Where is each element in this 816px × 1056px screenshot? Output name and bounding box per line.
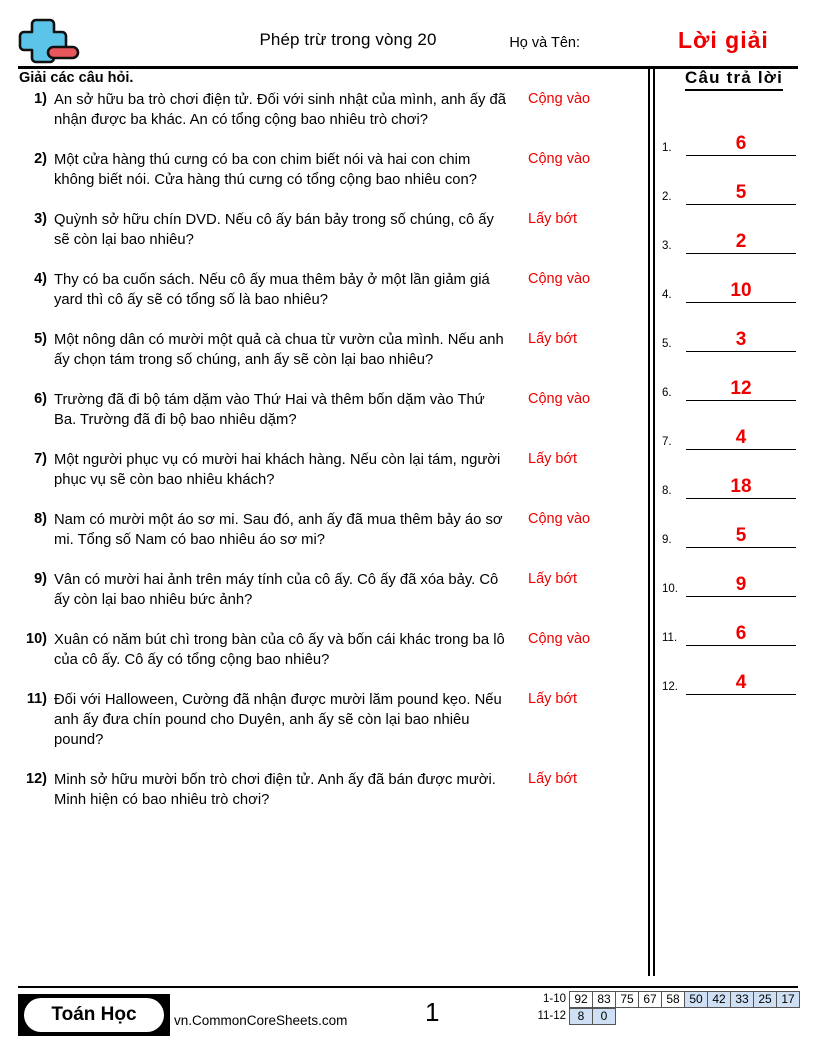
question-operation-hint: Lấy bớt [528, 211, 578, 227]
answer-index: 12. [662, 681, 678, 693]
answer-value: 9 [735, 574, 747, 595]
question-operation-hint: Cộng vào [528, 91, 591, 107]
answer-value: 4 [735, 672, 747, 693]
plus-minus-math-logo-icon [18, 16, 82, 64]
answer-value: 4 [735, 427, 747, 448]
score-cell: 0 [592, 1008, 616, 1025]
question-row [18, 210, 638, 250]
score-cell-group [570, 1008, 616, 1025]
answer-index: 6. [662, 387, 672, 399]
answer-index: 8. [662, 485, 672, 497]
question-row [18, 690, 638, 750]
score-cell: 67 [638, 991, 662, 1008]
brand-name: Toán Học [24, 998, 164, 1032]
name-field-label: Họ và Tên: [509, 35, 580, 51]
question-operation-hint: Lấy bớt [528, 331, 578, 347]
question-text: Một cửa hàng thú cưng có ba con chim biết nói và hai con chim không biết nói. Cửa hàng thú cưng có tổng cộng bao nhiêu con? [54, 152, 477, 188]
question-operation-hint: Lấy bớt [528, 771, 578, 787]
score-row [528, 991, 800, 1008]
answer-index: 2. [662, 191, 672, 203]
answer-value: 6 [735, 623, 747, 644]
question-number: 2) [34, 151, 47, 167]
site-url: vn.CommonCoreSheets.com [174, 1013, 348, 1028]
page-header [18, 14, 798, 66]
question-text: Nam có mười một áo sơ mi. Sau đó, anh ấy đã mua thêm bảy áo sơ mi. Tổng số Nam có bao nhiêu áo sơ mi? [54, 512, 503, 548]
question-text: Đối với Halloween, Cường đã nhận được mười lăm pound kẹo. Nếu anh ấy đưa chín pound cho Duyên, anh ấy sẽ còn lại bao nhiêu pound? [54, 692, 502, 748]
answer-index: 9. [662, 534, 672, 546]
questions-list [18, 90, 638, 830]
score-cell: 58 [661, 991, 685, 1008]
score-cell: 17 [776, 991, 800, 1008]
answer-value: 18 [730, 476, 752, 497]
question-operation-hint: Lấy bớt [528, 691, 578, 707]
question-number: 10) [26, 631, 47, 647]
question-operation-hint: Cộng vào [528, 271, 591, 287]
question-text: Minh sở hữu mười bốn trò chơi điện tử. Anh ấy đã bán được mười. Minh hiện có bao nhiêu trò chơi? [54, 772, 496, 808]
page-title: Phép trừ trong vòng 20 [259, 30, 437, 49]
answer-key-title: Câu trả lời [685, 68, 783, 91]
answer-row [662, 499, 798, 548]
answer-index: 11. [662, 632, 678, 644]
question-text: Thy có ba cuốn sách. Nếu cô ấy mua thêm bảy ở một lần giảm giá yard thì cô ấy sẽ có tổng số là bao nhiêu? [54, 272, 490, 308]
question-number: 11) [26, 691, 47, 707]
answer-row [662, 303, 798, 352]
brand-badge [18, 994, 170, 1036]
answer-value: 3 [735, 329, 747, 350]
answer-row [662, 548, 798, 597]
question-text: Vân có mười hai ảnh trên máy tính của cô ấy. Cô ấy đã xóa bảy. Cô ấy còn lại bao nhiêu bức ảnh? [54, 572, 499, 608]
score-cell: 50 [684, 991, 708, 1008]
answer-row [662, 205, 798, 254]
question-number: 3) [34, 211, 47, 227]
answer-row [662, 646, 798, 695]
score-cell-group [570, 991, 800, 1008]
question-text: Quỳnh sở hữu chín DVD. Nếu cô ấy bán bảy trong số chúng, cô ấy sẽ còn lại bao nhiêu? [54, 212, 494, 248]
question-number: 8) [34, 511, 47, 527]
column-divider [648, 66, 655, 976]
answer-value: 2 [735, 231, 747, 252]
question-number: 5) [34, 331, 47, 347]
divider-line-left [648, 66, 650, 976]
question-row [18, 450, 638, 490]
score-cell: 33 [730, 991, 754, 1008]
answer-key-list [662, 107, 798, 695]
question-number: 7) [34, 451, 47, 467]
score-cell: 42 [707, 991, 731, 1008]
answer-index: 3. [662, 240, 672, 252]
answer-row [662, 597, 798, 646]
score-cell: 8 [569, 1008, 593, 1025]
question-operation-hint: Cộng vào [528, 511, 591, 527]
score-cell: 75 [615, 991, 639, 1008]
answer-row [662, 107, 798, 156]
question-text: Trường đã đi bộ tám dặm vào Thứ Hai và thêm bốn dặm vào Thứ Ba. Trường đã đi bộ bao nhiêu dặm? [54, 392, 485, 428]
answer-row [662, 401, 798, 450]
question-number: 6) [34, 391, 47, 407]
question-text: An sở hữu ba trò chơi điện tử. Đối với sinh nhật của mình, anh ấy đã nhận được ba khác. An có tổng cộng bao nhiêu trò chơi? [54, 92, 506, 128]
score-row-label: 11-12 [537, 1010, 566, 1022]
question-operation-hint: Lấy bớt [528, 451, 578, 467]
question-number: 4) [34, 271, 47, 287]
answer-index: 10. [662, 583, 678, 595]
score-cell: 92 [569, 991, 593, 1008]
question-row [18, 390, 638, 430]
answer-row [662, 352, 798, 401]
question-row [18, 270, 638, 310]
score-cell: 25 [753, 991, 777, 1008]
answer-index: 7. [662, 436, 672, 448]
question-row [18, 90, 638, 130]
question-operation-hint: Lấy bớt [528, 571, 578, 587]
answer-blank-line[interactable] [686, 694, 796, 695]
divider-line-right [653, 66, 655, 976]
question-number: 1) [34, 91, 47, 107]
name-field-value: Lời giải [678, 27, 769, 53]
score-conversion-table [528, 991, 800, 1025]
answer-row [662, 450, 798, 499]
question-operation-hint: Cộng vào [528, 391, 591, 407]
question-number: 9) [34, 571, 47, 587]
question-text: Một nông dân có mười một quả cà chua từ vườn của mình. Nếu anh ấy chọn tám trong số chúng, anh ấy sẽ còn lại bao nhiêu? [54, 332, 504, 368]
answer-value: 6 [735, 133, 747, 154]
question-operation-hint: Cộng vào [528, 151, 591, 167]
answer-value: 10 [730, 280, 752, 301]
score-row [528, 1008, 800, 1025]
question-operation-hint: Cộng vào [528, 631, 591, 647]
score-cell: 83 [592, 991, 616, 1008]
question-row [18, 630, 638, 670]
question-text: Một người phục vụ có mười hai khách hàng. Nếu còn lại tám, người phục vụ sẽ còn bao nhiêu khách? [54, 452, 501, 488]
question-text: Xuân có năm bút chì trong bàn của cô ấy và bốn cái khác trong ba lô của cô ấy. Cô ấy có tổng cộng bao nhiêu? [54, 632, 505, 668]
instructions-text: Giải các câu hỏi. [19, 70, 134, 86]
question-row [18, 330, 638, 370]
question-number: 12) [26, 771, 47, 787]
answer-row [662, 254, 798, 303]
answer-index: 5. [662, 338, 672, 350]
page-number: 1 [425, 997, 440, 1027]
footer-divider-rule [18, 986, 798, 988]
question-row [18, 770, 638, 810]
question-row [18, 570, 638, 610]
answer-value: 5 [735, 525, 747, 546]
answer-value: 12 [730, 378, 752, 399]
score-row-label: 1-10 [542, 993, 566, 1005]
question-row [18, 150, 638, 190]
answer-key-column [662, 68, 798, 695]
answer-index: 1. [662, 142, 672, 154]
answer-index: 4. [662, 289, 672, 301]
answer-value: 5 [735, 182, 747, 203]
answer-row [662, 156, 798, 205]
question-row [18, 510, 638, 550]
